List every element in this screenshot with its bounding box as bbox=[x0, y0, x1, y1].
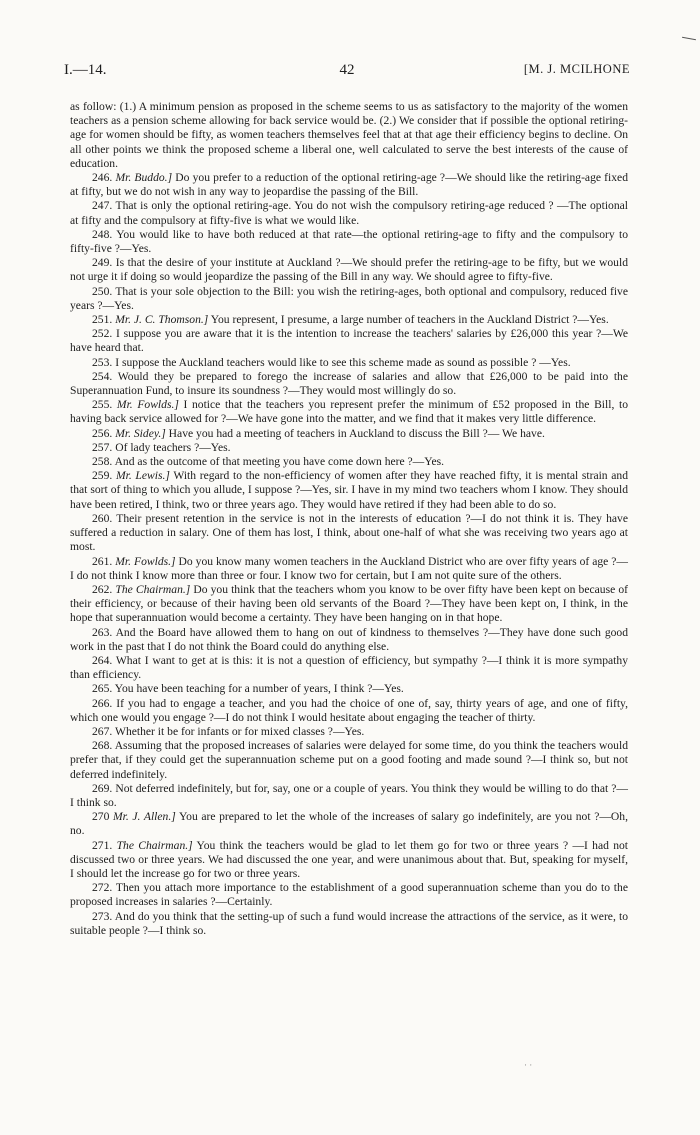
paragraph bbox=[70, 398, 628, 426]
question-number: 268. bbox=[92, 739, 113, 753]
paragraph-text: Whether it be for infants or for mixed classes ?—Yes. bbox=[115, 724, 365, 738]
paragraph-text: You are prepared to let the whole of the increases of salary go indefinitely, are you not ?—Oh, no. bbox=[70, 810, 629, 838]
speaker-name: Mr. Buddo.] bbox=[115, 171, 173, 185]
paragraph bbox=[70, 427, 628, 441]
paragraph bbox=[70, 810, 628, 838]
paragraph bbox=[70, 910, 628, 938]
paragraph bbox=[70, 654, 628, 682]
paragraph bbox=[70, 313, 628, 327]
question-number: 269. bbox=[92, 781, 113, 795]
paragraph bbox=[70, 285, 628, 313]
paragraph-text: And the Board have allowed them to hang on out of kindness to themselves ?—They have done such good work in the past that I do not think the Board could do anything else. bbox=[70, 625, 629, 653]
paragraph bbox=[70, 839, 628, 882]
paragraph-text: Not deferred indefinitely, but for, say, one or a couple of years. You think they would be willing to do that ?—I think so. bbox=[70, 781, 628, 809]
question-number: 251. bbox=[92, 313, 113, 327]
paragraph bbox=[70, 441, 628, 455]
paragraph-text: as follow: (1.) A minimum pension as proposed in the scheme seems to us as satisfactory to the majority of the women teachers as a pension scheme allowing for back service would be. (2.) We consider that if possible the optional retiring-age for women should be fifty, as women teachers themselves feel that at that age their efficiency begins to decline. On all other points we think the proposed scheme a liberal one, well calculated to serve the best interests of the cause of education. bbox=[70, 100, 628, 170]
paragraph-text: Would they be prepared to forego the increase of salaries and allow that £26,000 to be paid into the Superannuation Fund, to insure its soundness ?—They would most willingly do so. bbox=[70, 369, 628, 398]
paragraph-text: If you had to engage a teacher, and you had the choice of one of, say, thirty years of age, and one of fifty, which one would you engage ?—I do not think I would hesitate about engaging the teacher of thirty. bbox=[70, 696, 628, 724]
speaker-name: Mr. J. C. Thomson.] bbox=[115, 313, 209, 327]
paragraph-text: What I want to get at is this: it is not a question of efficiency, but sympathy ?—I think it is more sympathy than efficiency. bbox=[70, 653, 628, 682]
paragraph bbox=[70, 228, 628, 256]
question-number: 266. bbox=[92, 696, 113, 710]
speaker-name: Mr. Fowlds.] bbox=[116, 398, 179, 412]
question-number: 255. bbox=[92, 398, 113, 412]
margin-mark bbox=[682, 37, 696, 40]
paragraph bbox=[70, 583, 628, 626]
question-number: 248. bbox=[92, 227, 113, 241]
paragraph-text: Their present retention in the service is not in the interests of education ?—I do not think it is. They have suffered a reduction in salary. One of them has lost, I think, about one-half of what she was receiving two years ago at most. bbox=[70, 511, 628, 554]
witness-name: [M. J. MCILHONE bbox=[523, 62, 630, 76]
paragraph bbox=[70, 171, 628, 199]
question-number: 264. bbox=[92, 653, 113, 667]
paragraph bbox=[70, 469, 628, 512]
paragraph-text: And do you think that the setting-up of such a fund would increase the attractions of the service, as it were, to suitable people ?—I think so. bbox=[70, 909, 628, 937]
question-number: 270 bbox=[92, 810, 110, 824]
question-number: 250. bbox=[92, 284, 113, 298]
paragraph bbox=[70, 881, 628, 909]
question-number: 258. bbox=[92, 455, 113, 469]
question-number: 272. bbox=[92, 881, 113, 895]
paragraph-text: You think the teachers would be glad to let them go for two or three years ? —I had not discussed two or three years. We had discussed the one year, and were unanimous about that. But, speaking for myself, I should let the increase go for two or three years. bbox=[70, 838, 629, 880]
document-body bbox=[70, 100, 628, 938]
paragraph bbox=[70, 327, 628, 355]
paragraph bbox=[70, 370, 628, 398]
paragraph-text: I notice that the teachers you represent prefer the minimum of £52 proposed in the Bill, to having back service allowed for ?—We have gone into the matter, and we find that it makes very little difference. bbox=[70, 398, 629, 426]
speaker-name: The Chairman.] bbox=[115, 582, 191, 596]
speaker-name: Mr. Fowlds.] bbox=[115, 554, 176, 568]
paragraph-text: You have been teaching for a number of years, I think ?—Yes. bbox=[114, 682, 404, 696]
question-number: 254. bbox=[92, 369, 113, 383]
question-number: 246. bbox=[92, 171, 113, 185]
question-number: 267. bbox=[92, 724, 113, 738]
paragraph bbox=[70, 739, 628, 782]
paragraph bbox=[70, 356, 628, 370]
paragraph-text: That is only the optional retiring-age. You do not wish the compulsory retiring-age reduced ? —The optional at fifty and the compulsory at fifty-five is what we would like. bbox=[70, 199, 628, 227]
question-number: 247. bbox=[92, 199, 113, 213]
stray-mark: · · bbox=[524, 1060, 533, 1070]
paragraph bbox=[70, 555, 628, 583]
paragraph-text: I suppose the Auckland teachers would like to see this scheme made as sound as possible ? —Yes. bbox=[115, 355, 571, 369]
speaker-name: Mr. Sidey.] bbox=[115, 426, 166, 440]
speaker-name: The Chairman.] bbox=[116, 838, 193, 852]
paragraph-text: You would like to have both reduced at that rate—the optional retiring-age to fifty and the compulsory to fifty-five ?—Yes. bbox=[70, 227, 629, 256]
paragraph bbox=[70, 782, 628, 810]
question-number: 249. bbox=[92, 256, 113, 270]
question-number: 263. bbox=[92, 625, 113, 639]
speaker-name: Mr. Lewis.] bbox=[115, 469, 170, 483]
speaker-name: Mr. J. Allen.] bbox=[113, 810, 176, 824]
paragraph-text: Do you think that the teachers whom you know to be over fifty have been kept on because of their efficiency, or because of their having been old servants of the Board ?—They have been kept on, I think, in the hope that superannuation would become a certainty. They have been hanging on in that hope. bbox=[70, 582, 628, 625]
paragraph bbox=[70, 100, 628, 171]
paragraph-text: With regard to the non-efficiency of women after they have reached fifty, it is mental strain and that sort of thing to which you allude, I suppose ?—Yes, sir. I have in my mind two teachers whom I know. They should have been retired, I think, two or three years ago. They would have retired if they had been able to do so. bbox=[70, 469, 628, 511]
paragraph bbox=[70, 725, 628, 739]
paragraph-text: Have you had a meeting of teachers in Auckland to discuss the Bill ?— We have. bbox=[168, 426, 545, 440]
question-number: 260. bbox=[92, 511, 113, 525]
paragraph bbox=[70, 697, 628, 725]
page-header bbox=[64, 62, 630, 84]
paragraph-text: That is your sole objection to the Bill: you wish the retiring-ages, both optional and compulsory, reduced five years ?—Yes. bbox=[70, 284, 628, 312]
paragraph bbox=[70, 512, 628, 555]
paragraph bbox=[70, 626, 628, 654]
paragraph bbox=[70, 256, 628, 284]
question-number: 257. bbox=[92, 440, 113, 454]
paragraph-text: Of lady teachers ?—Yes. bbox=[115, 440, 231, 454]
paragraph-text: Do you know many women teachers in the Auckland District who are over fifty years of age ?—I do not think I know more than three or four. I know two for certain, but I am not quite sure of the others. bbox=[70, 554, 629, 582]
paragraph-text: I suppose you are aware that it is the intention to increase the teachers' salaries by £26,000 this year ?—We have heard that. bbox=[70, 327, 628, 355]
question-number: 252. bbox=[92, 327, 113, 341]
question-number: 253. bbox=[92, 355, 113, 369]
paragraph-text: Then you attach more importance to the establishment of a good superannuation scheme than you do to the proposed increases in salaries ?—Certainly. bbox=[70, 881, 628, 909]
paragraph-text: Is that the desire of your institute at Auckland ?—We should prefer the retiring-age to be fifty, but we would not urge it if doing so would jeopardize the passing of the Bill in any way. We should agree to fifty-five. bbox=[70, 256, 628, 284]
paragraph-text: You represent, I presume, a large number of teachers in the Auckland District ?—Yes. bbox=[210, 313, 609, 327]
document-reference: I.—14. bbox=[64, 62, 107, 78]
paragraph bbox=[70, 682, 628, 696]
page-number: 42 bbox=[339, 62, 355, 78]
question-number: 271. bbox=[92, 838, 113, 852]
paragraph-text: And as the outcome of that meeting you have come down here ?—Yes. bbox=[114, 455, 445, 469]
paragraph bbox=[70, 455, 628, 469]
question-number: 256. bbox=[92, 426, 113, 440]
paragraph bbox=[70, 199, 628, 227]
question-number: 261. bbox=[92, 554, 113, 568]
question-number: 259. bbox=[92, 469, 113, 483]
question-number: 273. bbox=[92, 909, 113, 923]
question-number: 265. bbox=[92, 682, 113, 696]
question-number: 262. bbox=[92, 582, 113, 596]
paragraph-text: Assuming that the proposed increases of salaries were delayed for some time, do you think the teachers would prefer that, if they could get the superannuation scheme put on a good footing and made sound ?—I think so, but not deferred indefinitely. bbox=[70, 739, 628, 781]
paragraph-text: Do you prefer to a reduction of the optional retiring-age ?—We should like the retiring-age fixed at fifty, but we do not wish in any way to jeopardise the passing of the Bill. bbox=[70, 171, 628, 199]
